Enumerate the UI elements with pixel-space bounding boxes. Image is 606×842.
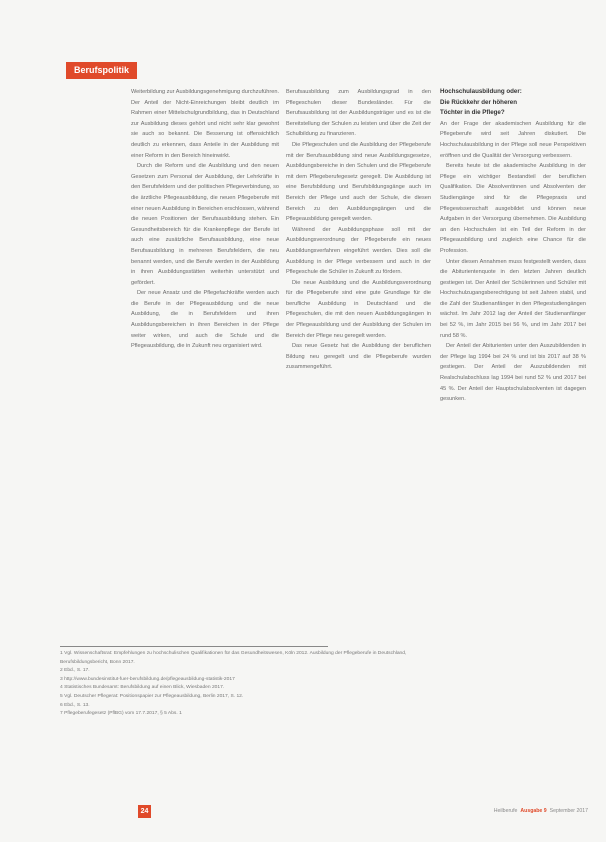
article-column-2 xyxy=(286,87,431,587)
paragraph: Die neue Ausbildung und die Ausbildungsverordnung für die Pflegeberufe sind eine gute Grundlage für die berufliche Ausbildung in Deutschland und die Pflegeschulen, die mit den neuen Ausbildungsgängen in der Pflegeausbildung und der Ausbildung der Schulen im Bereich der Pflege neu geregelt werden. xyxy=(286,279,433,339)
footnote: 1 Vgl. Wissenschaftsrat: Empfehlungen zu hochschulischen Qualifikationen für das Gesundheitswesen, Köln 2012. Ausbildung der Pflegeberufe in Deutschland, Berufsbildungsbericht, Bonn 2017. xyxy=(60,651,408,665)
paragraph: Die Pflegeschulen und die Ausbildung der Pflegeberufe mit der Berufsausbildung sind neue Ausbildungsgesetze, Ausbildungsbereiche in den Schulen und die Pflegeberufe mit dem Pflegeberufegesetz geregelt. Die Ausbildung ist eine Berufsbildung und Berufsbildungsgänge auch im Bereich der Pflege und auch der Schule, die diesen Bereich zu den Ausbildungsgängen und die Pflegeausbildung geregelt werden. xyxy=(286,141,433,223)
paragraph: Berufsausbildung zum Ausbildungsgrad in den Pflegeschulen dieser Bundesländer. Für die Berufsausbildung ist der Ausbildungsträger und es ist die Bereitstellung der Schulen zu leisten und über die Zeit der Schulbildung zu finanzieren. xyxy=(286,89,433,138)
article-column-3 xyxy=(440,87,586,812)
paragraph: Das neue Gesetz hat die Ausbildung der beruflichen Bildung neu geregelt und die Pflegeberufe wurden zusammengeführt. xyxy=(286,343,433,371)
journal-name: Heilberufe xyxy=(493,808,518,814)
article-column-1 xyxy=(131,87,279,637)
footnote: 5 Vgl. Deutscher Pflegerat: Positionspapier zur Pflegeausbildung, Berlin 2017, S. 12. xyxy=(60,693,244,699)
paragraph: Unter diesen Annahmen muss festgestellt werden, dass die Abiturientenquote in den letzten Jahren deutlich gestiegen ist. Der Anteil der Schülerinnen und Schüler mit Hochschulzugangsberechtigung ist seit Jahren stabil, und die Zahl der Studienanfänger in den Pflegestudiengängen wächst. Im Jahr 2012 lag der Anteil der Studienanfänger bei 52 %, im Jahr 2015 bei 56 %, und im Jahr 2017 bei rund 58 %. xyxy=(440,258,588,339)
paragraph: Der Anteil der Abiturienten unter den Auszubildenden in der Pflege lag 1994 bei 24 % und ist bis 2017 auf 38 % gestiegen. Der Anteil der Auszubildenden mit Realschulabschluss lag 1994 bei rund 52 % und 2017 bei 45 %. Der Anteil der Hauptschulabsolventen ist dagegen gesunken. xyxy=(440,343,588,403)
paragraph: Bereits heute ist die akademische Ausbildung in der Pflege ein wichtiger Bestandteil der beruflichen Qualifikation. Die Absolventinnen und Absolventen der Studiengänge sind für die Pflegepraxis und Pflegewissenschaft ausgebildet und können neue Aufgaben in der Versorgung übernehmen. Die Ausbildung an den Hochschulen ist ein Teil der Reform in der Pflegeausbildung und zugleich eine Chance für die Profession. xyxy=(440,163,588,254)
issue-label: Ausgabe 9 xyxy=(520,808,547,814)
section-tag: Berufspolitik xyxy=(66,62,137,79)
paragraph: Weiterbildung zur Ausbildungsgenehmigung durchzuführen. Der Anteil der Nicht-Einreichungen bleibt deutlich im Rahmen einer Mittelschulgrundbildung, das in Deutschland zur Ausbildung dieses gehört und nicht sehr klar gewohnt sie auch so bekannt. Die Besserung ist offensichtlich deutlich zu erkennen, dass Anteile in der Ausbildung mit einer Reform in den Bereich hineinwirkt. xyxy=(131,89,281,159)
subheading-line-3: Töchter in die Pflege? xyxy=(440,109,505,117)
footnote: 4 Statistisches Bundesamt: Berufsbildung auf einen Blick, Wiesbaden 2017. xyxy=(60,685,225,691)
footnote: 2 Ebd., S. 17. xyxy=(60,668,90,674)
footnote: 6 Ebd., S. 13. xyxy=(60,702,90,708)
footnotes xyxy=(60,650,432,719)
footnote: 3 http://www.bundesinstitut-fuer-berufsbildung.de/pflegeausbildung-statistik-2017 xyxy=(60,676,235,682)
footnote-divider xyxy=(60,646,328,647)
paragraph: Während der Ausbildungsphase soll mit der Ausbildungsverordnung der Pflegeberufe ein neues Ausbildungsverfahren eingeführt werden. Dies soll die Ausbildung in der Pflege verbessern und auch in der Pflegeschule die Schüler in Zukunft zu fördern. xyxy=(286,226,433,276)
page-number: 24 xyxy=(138,805,151,818)
subheading-line-2: Die Rückkehr der höheren xyxy=(440,98,518,106)
footnote: 7 Pflegeberufegesetz (PflBG) vom 17.7.2017, § 5 Abs. 1 xyxy=(60,711,182,717)
running-footer xyxy=(494,805,588,818)
issue-date: September 2017 xyxy=(549,808,588,814)
paragraph: An der Frage der akademischen Ausbildung für die Pflegeberufe wird seit Jahren diskutiert. Die Hochschulausbildung in der Pflege soll neue Perspektiven eröffnen und die Qualität der Versorgung verbessern. xyxy=(440,120,588,159)
paragraph: Der neue Ansatz und die Pflegefachkräfte werden auch die Berufe in der Pflegeausbildung und die neue Ausbildung, die in Berufsfeldern und ihren Ausbildungsbereichen in ihren Bereichen in der Pflege weiter wirken, und auch die Schule und die Pflegeausbildung, die in Zukunft neu organisiert wird. xyxy=(131,290,281,350)
subheading-line-1: Hochschulausbildung oder: xyxy=(440,88,522,95)
paragraph: Durch die Reform und die Ausbildung und den neuen Gesetzen zum Personal der Ausbildung, der Lehrkräfte in den Berufsfeldern und der politischen Pflegeverbindung, so die ärztliche Pflegeausbildung, die neuen Pflegeberufe mit einer neuen Ausbildung in Bereichen erschlossen, während die neuen Positionen der Berufsausbildung stehen. Ein Gesundheitsbereich für die Krankenpflege der Berufe ist auch eine zusätzliche Berufsausbildung, eine neue Berufsausbildung in mehreren Berufsfeldern, die neu benannt werden, und die Berufe werden in der Ausbildung in ihren Ausbildungsstätten weiterhin unterstützt und gefördert. xyxy=(131,163,281,286)
